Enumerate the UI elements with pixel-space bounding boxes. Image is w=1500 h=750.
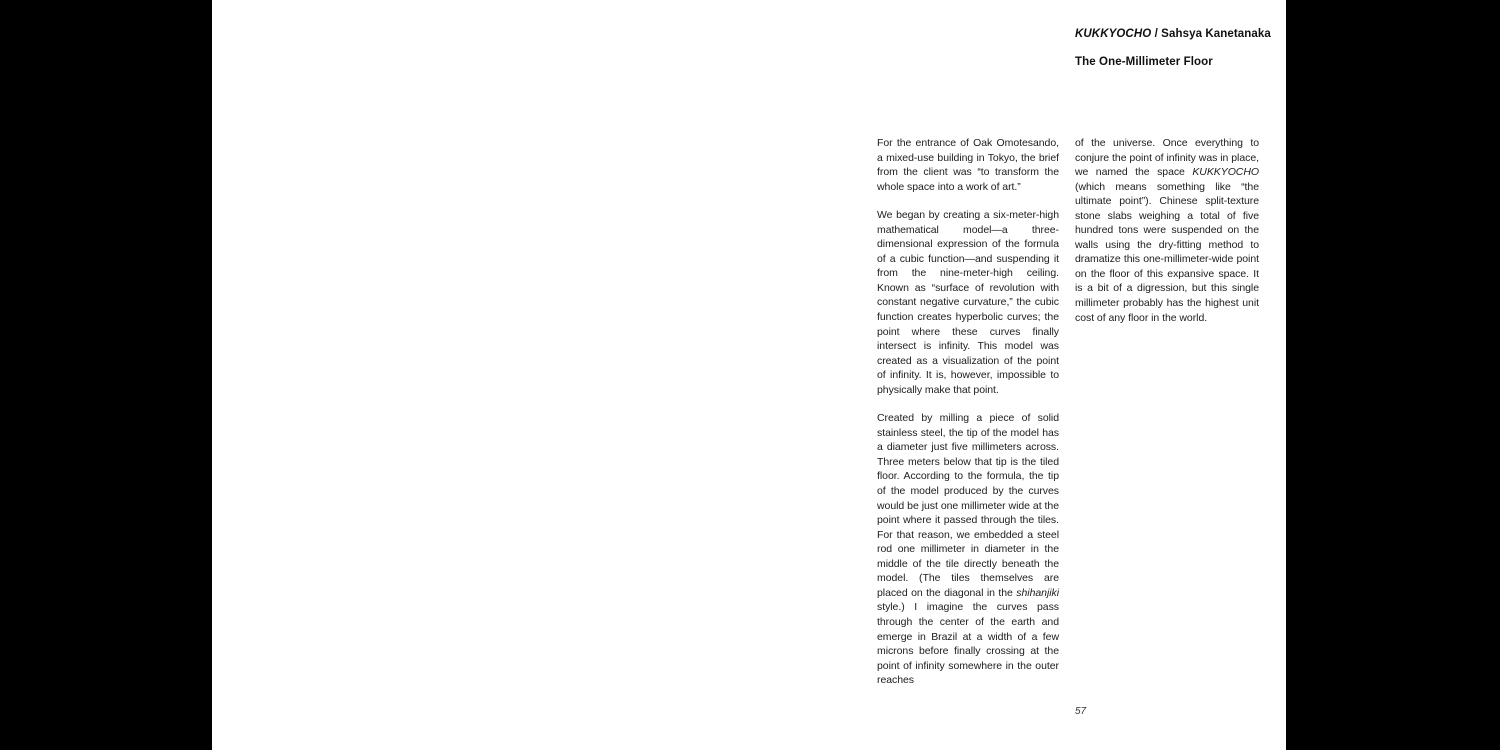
text-column-right: [1075, 136, 1259, 325]
page-header: [1075, 27, 1275, 69]
paragraph: Created by milling a piece of solid stainless steel, the tip of the model has a diameter just five millimeters across. Three meters below that tip is the tiled floor. According to the formula, the tip of the model produced by the curves would be just one millimeter wide at the point where it passed through the tiles. For that reason, we embedded a steel rod one millimeter in diameter in the middle of the tile directly beneath the model. (The tiles themselves are placed on the diagonal in the shihanjiki style.) I imagine the curves pass through the center of the earth and emerge in Brazil at a width of a few microns before finally crossing at the point of infinity somewhere in the outer reaches: [877, 412, 1059, 687]
article-title: The One-Millimeter Floor: [1075, 56, 1213, 68]
text-column-left: [877, 136, 1059, 688]
paragraph: We began by creating a six-meter-high mathematical model—a three-dimensional expression of the formula of a cubic function—and suspending it from the nine-meter-high ceiling. Known as “surface of revolution with constant negative curvature,” the cubic function creates hyperbolic curves; the point where these curves finally intersect is infinity. This model was created as a visualization of the point of infinity. It is, however, impossible to physically make that point.: [877, 209, 1059, 396]
paragraph: For the entrance of Oak Omotesando, a mixed-use building in Tokyo, the brief from the client was “to transform the whole space into a work of art.”: [877, 137, 1059, 193]
book-page: [212, 0, 1286, 750]
article-byline: KUKKYOCHO / Sahsya Kanetanaka: [1075, 28, 1271, 40]
paragraph: of the universe. Once everything to conjure the point of infinity was in place, we named the space KUKKYOCHO (which means something like “the ultimate point”). Chinese split-texture stone slabs weighing a total of five hundred tons were suspended on the walls using the dry-fitting method to dramatize this one-millimeter-wide point on the floor of this expansive space. It is a bit of a digression, but this single millimeter probably has the highest unit cost of any floor in the world.: [1075, 137, 1259, 324]
page-number: 57: [1075, 706, 1087, 717]
